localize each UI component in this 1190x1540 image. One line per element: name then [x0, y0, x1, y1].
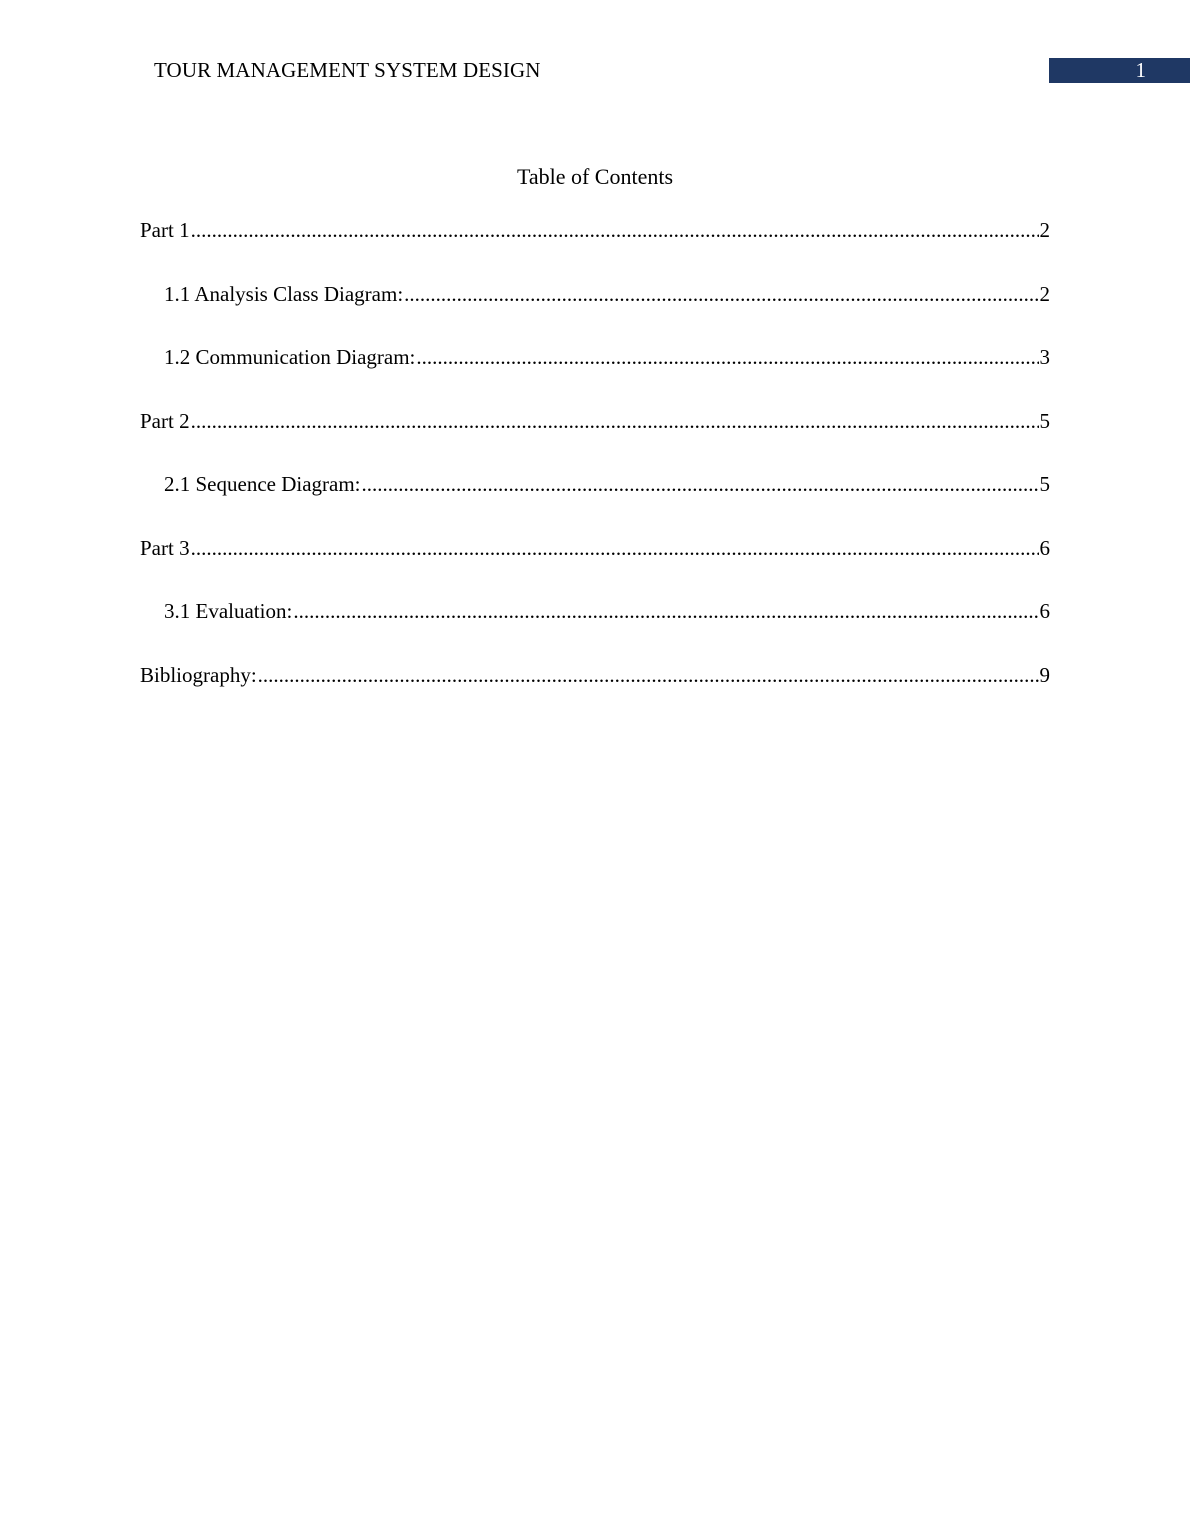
toc-dot-leader	[191, 215, 1039, 245]
toc-entry-page: 5	[1039, 472, 1050, 496]
toc-dot-leader	[404, 279, 1038, 309]
toc-dot-leader	[362, 469, 1039, 499]
toc-entry-label: Part 2	[140, 408, 190, 433]
toc-heading: Table of Contents	[516, 164, 674, 189]
toc-entry-label: Bibliography:	[140, 662, 257, 687]
toc-entry-sequence-diagram[interactable]	[140, 469, 1050, 533]
toc-entry-label: Part 3	[140, 535, 190, 560]
toc-entry-label: 2.1 Sequence Diagram:	[164, 472, 361, 496]
toc-dot-leader	[293, 596, 1038, 626]
toc-entry-bibliography[interactable]	[140, 660, 1050, 724]
toc-dot-leader	[191, 533, 1039, 563]
toc-entry-evaluation[interactable]	[140, 596, 1050, 660]
page-number-badge	[1049, 58, 1190, 83]
toc-dot-leader	[416, 342, 1038, 372]
toc-entry-part-3[interactable]	[140, 533, 1050, 597]
toc-entry-analysis-class-diagram[interactable]	[140, 279, 1050, 343]
page-header	[0, 0, 1190, 100]
page-number: 1	[1135, 58, 1146, 82]
toc-entry-part-1[interactable]	[140, 215, 1050, 279]
toc-entry-communication-diagram[interactable]	[140, 342, 1050, 406]
toc-entry-label: 1.1 Analysis Class Diagram:	[164, 281, 404, 306]
toc-entry-label: 1.2 Communication Diagram:	[164, 345, 416, 369]
toc-entry-page: 2	[1039, 218, 1050, 242]
toc-dot-leader	[191, 406, 1039, 436]
toc-entry-page: 6	[1039, 535, 1050, 560]
toc-entry-label: 3.1 Evaluation:	[164, 599, 293, 623]
toc-entry-page: 6	[1039, 599, 1050, 623]
toc-entry-part-2[interactable]	[140, 406, 1050, 470]
toc-entry-page: 2	[1039, 281, 1050, 306]
toc-entry-page: 9	[1039, 662, 1050, 687]
toc-entry-label: Part 1	[140, 218, 190, 242]
table-of-contents	[140, 215, 1050, 723]
toc-entry-page: 3	[1039, 345, 1050, 369]
toc-dot-leader	[258, 660, 1039, 690]
toc-entry-page: 5	[1039, 408, 1050, 433]
running-title: TOUR MANAGEMENT SYSTEM DESIGN	[154, 58, 541, 82]
